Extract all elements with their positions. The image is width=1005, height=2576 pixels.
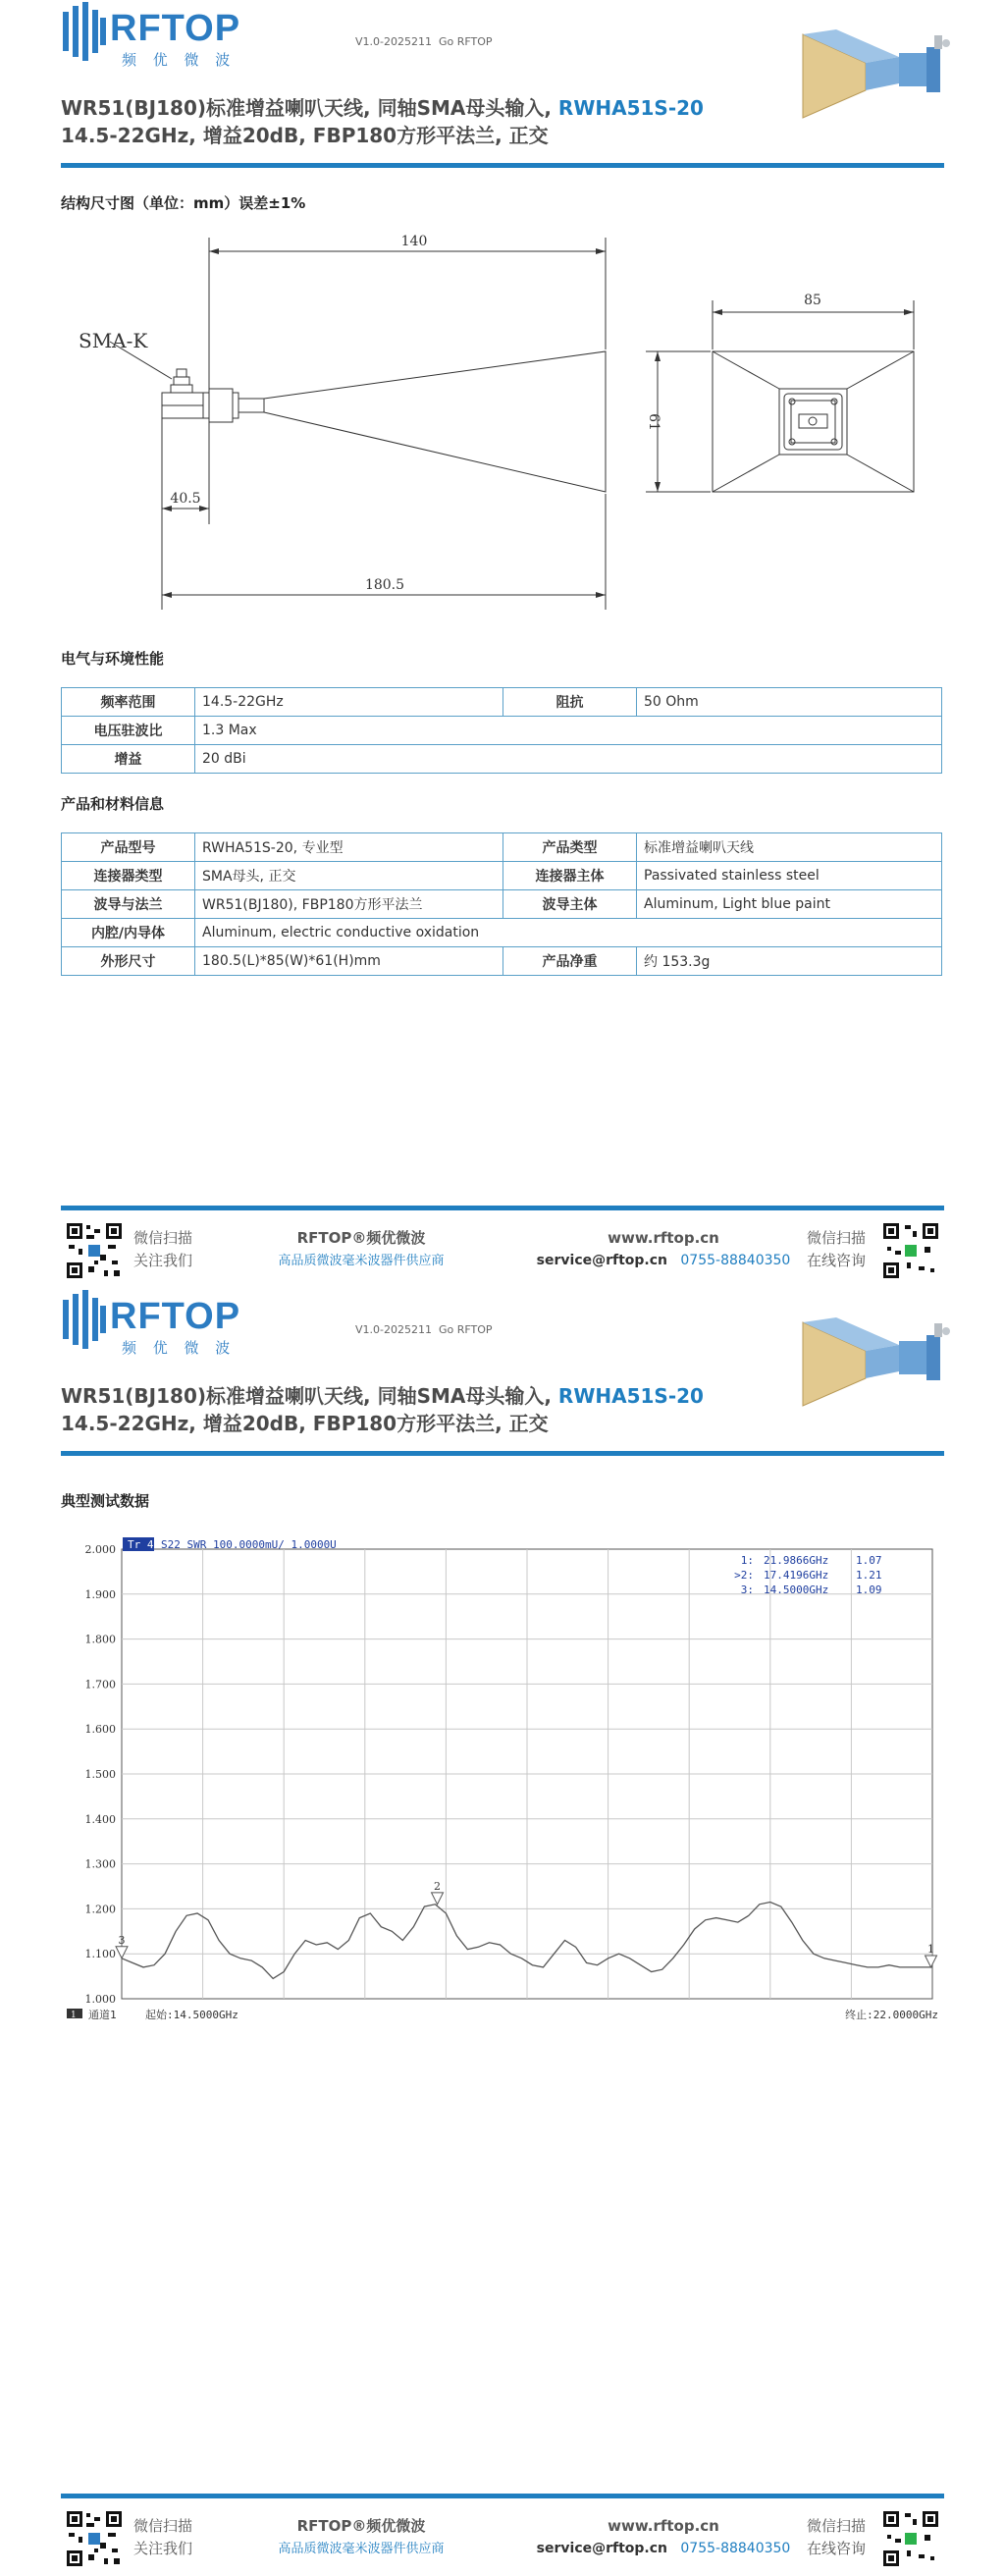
- title-line1: [61, 94, 748, 122]
- table-row: [62, 745, 942, 774]
- dim-180-5: 180.5: [364, 577, 405, 593]
- brand-logo: [61, 2, 267, 71]
- product-image: [797, 1317, 954, 1411]
- y-tick-label: 1.900: [84, 1587, 116, 1601]
- scan-left-line1: 微信扫描: [133, 2517, 193, 2535]
- y-tick-label: 1.400: [84, 1812, 116, 1826]
- product-title: [61, 1382, 748, 1437]
- footer-phone: 0755-88840350: [680, 1253, 791, 1268]
- y-tick-label: 1.000: [84, 1993, 116, 2006]
- spec-key: 频率范围: [62, 688, 195, 717]
- spec-value: 标准增益喇叭天线: [637, 833, 942, 862]
- scan-right-line2: 在线咨询: [807, 2540, 867, 2557]
- footer-scan-right: [807, 1227, 866, 1272]
- dim-40-5: 40.5: [170, 491, 201, 507]
- scan-left-line2: 关注我们: [133, 2540, 193, 2557]
- spec-value: 180.5(L)*85(W)*61(H)mm: [195, 947, 503, 976]
- table-row: [62, 862, 942, 890]
- spec-key: 连接器主体: [503, 862, 637, 890]
- page1-footer: [61, 1206, 944, 1286]
- sma-label: SMA-K: [79, 329, 148, 352]
- y-tick-label: 1.600: [84, 1723, 116, 1737]
- marker-label: 2: [434, 1879, 442, 1893]
- title-line1-prefix: WR51(BJ180)标准增益喇叭天线, 同轴SMA母头输入,: [61, 1384, 558, 1408]
- table-row: [62, 688, 942, 717]
- marker-id: 1:: [740, 1554, 754, 1567]
- version-label: [355, 1323, 493, 1336]
- drawing-section-title: 结构尺寸图（单位：mm）误差±1%: [61, 194, 306, 212]
- title-line2: 14.5-22GHz, 增益20dB, FBP180方形平法兰, 正交: [61, 124, 549, 147]
- stop-label: 终止:22.0000GHz: [845, 2009, 938, 2021]
- marker-value: 1.21: [856, 1569, 882, 1582]
- dimension-drawing-svg: [61, 222, 944, 624]
- dim-140: 140: [400, 234, 428, 249]
- electrical-table: [61, 687, 942, 774]
- swr-chart: [61, 1528, 946, 2028]
- spec-key: 电压驻波比: [62, 717, 195, 745]
- material-table: [61, 832, 942, 976]
- spec-key: 产品型号: [62, 833, 195, 862]
- dim-61: 61: [646, 413, 661, 431]
- y-tick-label: 1.800: [84, 1633, 116, 1646]
- footer-website[interactable]: www.rftop.cn: [608, 2517, 719, 2535]
- spec-value: WR51(BJ180), FBP180方形平法兰: [195, 890, 503, 919]
- product-image: [797, 29, 954, 123]
- footer-email[interactable]: service@rftop.cn: [536, 2541, 668, 2556]
- marker-freq: 21.9866GHz: [764, 1554, 829, 1567]
- swr-chart-svg: [61, 1528, 946, 2028]
- footer-company-block: [263, 2515, 459, 2560]
- spec-value: Aluminum, electric conductive oxidation: [195, 919, 942, 947]
- marker-label: 3: [118, 1933, 126, 1947]
- title-line1-prefix: WR51(BJ180)标准增益喇叭天线, 同轴SMA母头输入,: [61, 96, 558, 120]
- spec-key: 阻抗: [503, 688, 637, 717]
- scan-left-line2: 关注我们: [133, 1252, 193, 1269]
- spec-key: 内腔/内导体: [62, 919, 195, 947]
- table-row: [62, 833, 942, 862]
- footer-slogan: 高品质微波毫米波器件供应商: [278, 1254, 445, 1268]
- dimension-drawing: [61, 222, 944, 624]
- page1-header: [0, 0, 1005, 177]
- spec-key: 增益: [62, 745, 195, 774]
- version-suffix: Go RFTOP: [438, 35, 493, 48]
- spec-value: 约 153.3g: [637, 947, 942, 976]
- qr-code-left[interactable]: [65, 1221, 124, 1280]
- header-divider: [61, 1451, 944, 1456]
- footer-website[interactable]: www.rftop.cn: [608, 1229, 719, 1247]
- spec-value: 50 Ohm: [637, 688, 942, 717]
- table-row: [62, 919, 942, 947]
- trace-label: Tr 4: [128, 1538, 154, 1551]
- spec-value: Passivated stainless steel: [637, 862, 942, 890]
- spec-value: RWHA51S-20, 专业型: [195, 833, 503, 862]
- spec-value: 20 dBi: [195, 745, 942, 774]
- page2-header: [0, 1288, 1005, 1465]
- electrical-section-title: 电气与环境性能: [61, 650, 165, 668]
- spec-value: 1.3 Max: [195, 717, 942, 745]
- y-tick-label: 1.300: [84, 1857, 116, 1871]
- brand-name: RFTOP: [110, 8, 241, 49]
- version-text: V1.0-2025211: [355, 35, 432, 48]
- header-divider: [61, 163, 944, 168]
- marker-value: 1.09: [856, 1583, 882, 1596]
- start-label: 起始:14.5000GHz: [145, 2009, 238, 2021]
- title-model: RWHA51S-20: [557, 96, 704, 120]
- spec-key: 产品净重: [503, 947, 637, 976]
- channel-label: 通道1: [88, 2009, 117, 2021]
- spec-key: 波导与法兰: [62, 890, 195, 919]
- footer-slogan: 高品质微波毫米波器件供应商: [278, 2542, 445, 2556]
- test-section-title: 典型测试数据: [61, 1492, 150, 1510]
- spec-key: 波导主体: [503, 890, 637, 919]
- scan-left-line1: 微信扫描: [133, 1229, 193, 1247]
- qr-code-right[interactable]: [881, 2509, 940, 2568]
- brand-cn: 频 优 微 波: [122, 51, 237, 69]
- chart-title: S22 SWR 100.0000mU/ 1.0000U: [161, 1538, 337, 1551]
- footer-scan-left: [133, 1227, 192, 1272]
- page2-footer: [61, 2494, 944, 2574]
- footer-contact-block: [526, 1227, 801, 1272]
- marker-id: 3:: [740, 1583, 754, 1596]
- product-title: [61, 94, 748, 149]
- title-line1: [61, 1382, 748, 1410]
- y-tick-label: 1.100: [84, 1948, 116, 1961]
- footer-email[interactable]: service@rftop.cn: [536, 1253, 668, 1268]
- qr-code-left[interactable]: [65, 2509, 124, 2568]
- title-line2: 14.5-22GHz, 增益20dB, FBP180方形平法兰, 正交: [61, 1412, 549, 1435]
- footer-divider: [61, 1206, 944, 1210]
- scan-right-line1: 微信扫描: [807, 1229, 867, 1247]
- scan-right-line1: 微信扫描: [807, 2517, 867, 2535]
- table-row: [62, 890, 942, 919]
- brand-name: RFTOP: [110, 1296, 241, 1337]
- version-text: V1.0-2025211: [355, 1323, 432, 1336]
- y-tick-labels: [85, 1543, 117, 2006]
- dim-85: 85: [804, 293, 821, 308]
- footer-scan-right: [807, 2515, 866, 2560]
- spec-key: 连接器类型: [62, 862, 195, 890]
- brand-logo: [61, 1290, 267, 1359]
- footer-phone: 0755-88840350: [680, 2541, 791, 2556]
- footer-divider: [61, 2494, 944, 2498]
- channel-num: 1: [71, 2011, 77, 2020]
- spec-key: 外形尺寸: [62, 947, 195, 976]
- title-model: RWHA51S-20: [557, 1384, 704, 1408]
- y-tick-label: 1.200: [84, 1903, 116, 1916]
- scan-right-line2: 在线咨询: [807, 1252, 867, 1269]
- y-tick-label: 1.700: [84, 1678, 116, 1691]
- footer-company-block: [263, 1227, 459, 1272]
- marker-freq: 14.5000GHz: [764, 1583, 829, 1596]
- footer-scan-left: [133, 2515, 192, 2560]
- spec-value: SMA母头, 正交: [195, 862, 503, 890]
- y-tick-label: 2.000: [84, 1543, 116, 1556]
- marker-value: 1.07: [856, 1554, 882, 1567]
- marker-id: >2:: [734, 1569, 754, 1582]
- material-section-title: 产品和材料信息: [61, 795, 165, 813]
- version-suffix: Go RFTOP: [438, 1323, 493, 1336]
- footer-company: RFTOP®频优微波: [296, 2517, 426, 2535]
- spec-value: 14.5-22GHz: [195, 688, 503, 717]
- table-row: [62, 717, 942, 745]
- marker-freq: 17.4196GHz: [764, 1569, 829, 1582]
- y-tick-label: 1.500: [84, 1768, 116, 1781]
- spec-value: Aluminum, Light blue paint: [637, 890, 942, 919]
- marker-label: 1: [927, 1942, 935, 1956]
- footer-company: RFTOP®频优微波: [296, 1229, 426, 1247]
- brand-cn: 频 优 微 波: [122, 1339, 237, 1357]
- footer-contact-block: [526, 2515, 801, 2560]
- version-label: [355, 35, 493, 48]
- qr-code-right[interactable]: [881, 1221, 940, 1280]
- table-row: [62, 947, 942, 976]
- spec-key: 产品类型: [503, 833, 637, 862]
